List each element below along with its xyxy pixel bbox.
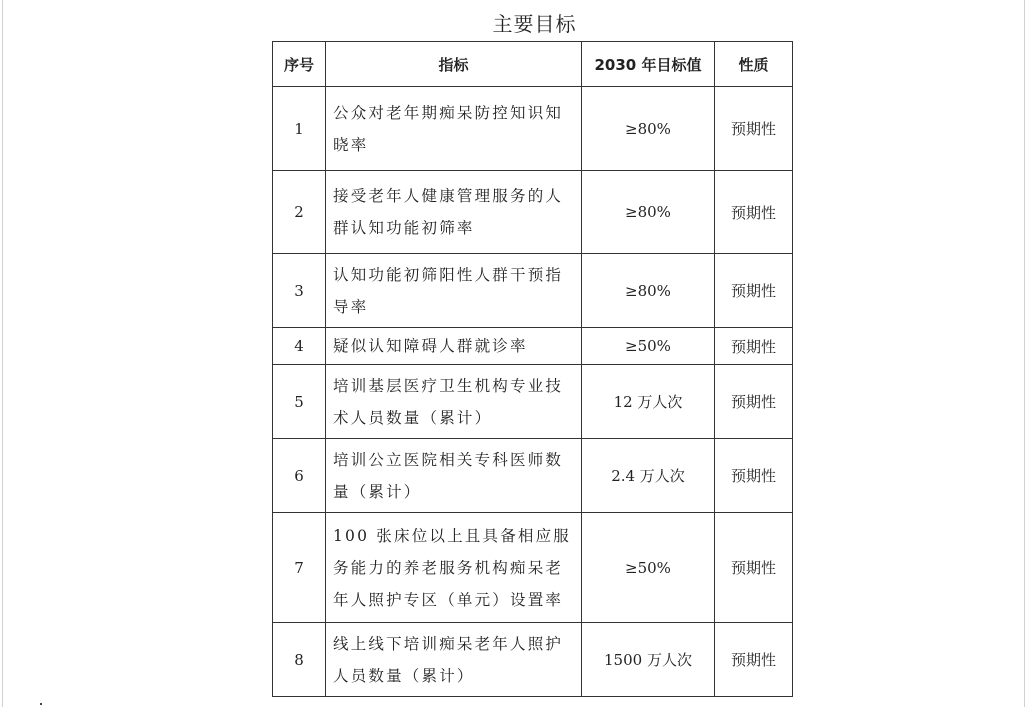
row-indicator: 认知功能初筛阳性人群干预指导率 <box>326 254 582 328</box>
row-no: 1 <box>273 87 326 171</box>
header-no: 序号 <box>273 42 326 87</box>
table-row <box>273 513 793 623</box>
page-title: 主要目标 <box>492 12 577 36</box>
row-target: ≥50% <box>582 328 715 365</box>
header-indicator: 指标 <box>326 42 582 87</box>
row-indicator: 培训公立医院相关专科医师数量（累计） <box>326 439 582 513</box>
row-no: 8 <box>273 623 326 697</box>
row-nature: 预期性 <box>715 328 793 365</box>
table-row <box>273 328 793 365</box>
row-target: ≥80% <box>582 254 715 328</box>
row-indicator: 接受老年人健康管理服务的人群认知功能初筛率 <box>326 171 582 254</box>
table-row <box>273 254 793 328</box>
row-target: ≥80% <box>582 87 715 171</box>
row-target: 1500 万人次 <box>582 623 715 697</box>
row-nature: 预期性 <box>715 254 793 328</box>
table-row <box>273 365 793 439</box>
row-nature: 预期性 <box>715 623 793 697</box>
row-indicator: 公众对老年期痴呆防控知识知晓率 <box>326 87 582 171</box>
row-nature: 预期性 <box>715 87 793 171</box>
row-no: 7 <box>273 513 326 623</box>
page-left-border <box>2 0 3 707</box>
row-target: 12 万人次 <box>582 365 715 439</box>
row-indicator: 线上线下培训痴呆老年人照护人员数量（累计） <box>326 623 582 697</box>
row-target: 2.4 万人次 <box>582 439 715 513</box>
table-row <box>273 623 793 697</box>
row-indicator: 100 张床位以上且具备相应服务能力的养老服务机构痴呆老年人照护专区（单元）设置率 <box>326 513 582 623</box>
row-no: 6 <box>273 439 326 513</box>
stray-dot-mark <box>40 703 42 705</box>
page-right-border <box>1024 0 1025 707</box>
main-goals-table <box>272 41 793 697</box>
row-no: 5 <box>273 365 326 439</box>
row-nature: 预期性 <box>715 171 793 254</box>
table-row <box>273 87 793 171</box>
row-target: ≥80% <box>582 171 715 254</box>
table-row <box>273 171 793 254</box>
row-target: ≥50% <box>582 513 715 623</box>
table-header-row <box>273 42 793 87</box>
header-nature: 性质 <box>715 42 793 87</box>
row-no: 4 <box>273 328 326 365</box>
row-indicator: 培训基层医疗卫生机构专业技术人员数量（累计） <box>326 365 582 439</box>
row-indicator: 疑似认知障碍人群就诊率 <box>326 328 582 365</box>
row-no: 3 <box>273 254 326 328</box>
header-target: 2030 年目标值 <box>582 42 715 87</box>
row-nature: 预期性 <box>715 365 793 439</box>
row-nature: 预期性 <box>715 513 793 623</box>
table-row <box>273 439 793 513</box>
row-no: 2 <box>273 171 326 254</box>
row-nature: 预期性 <box>715 439 793 513</box>
